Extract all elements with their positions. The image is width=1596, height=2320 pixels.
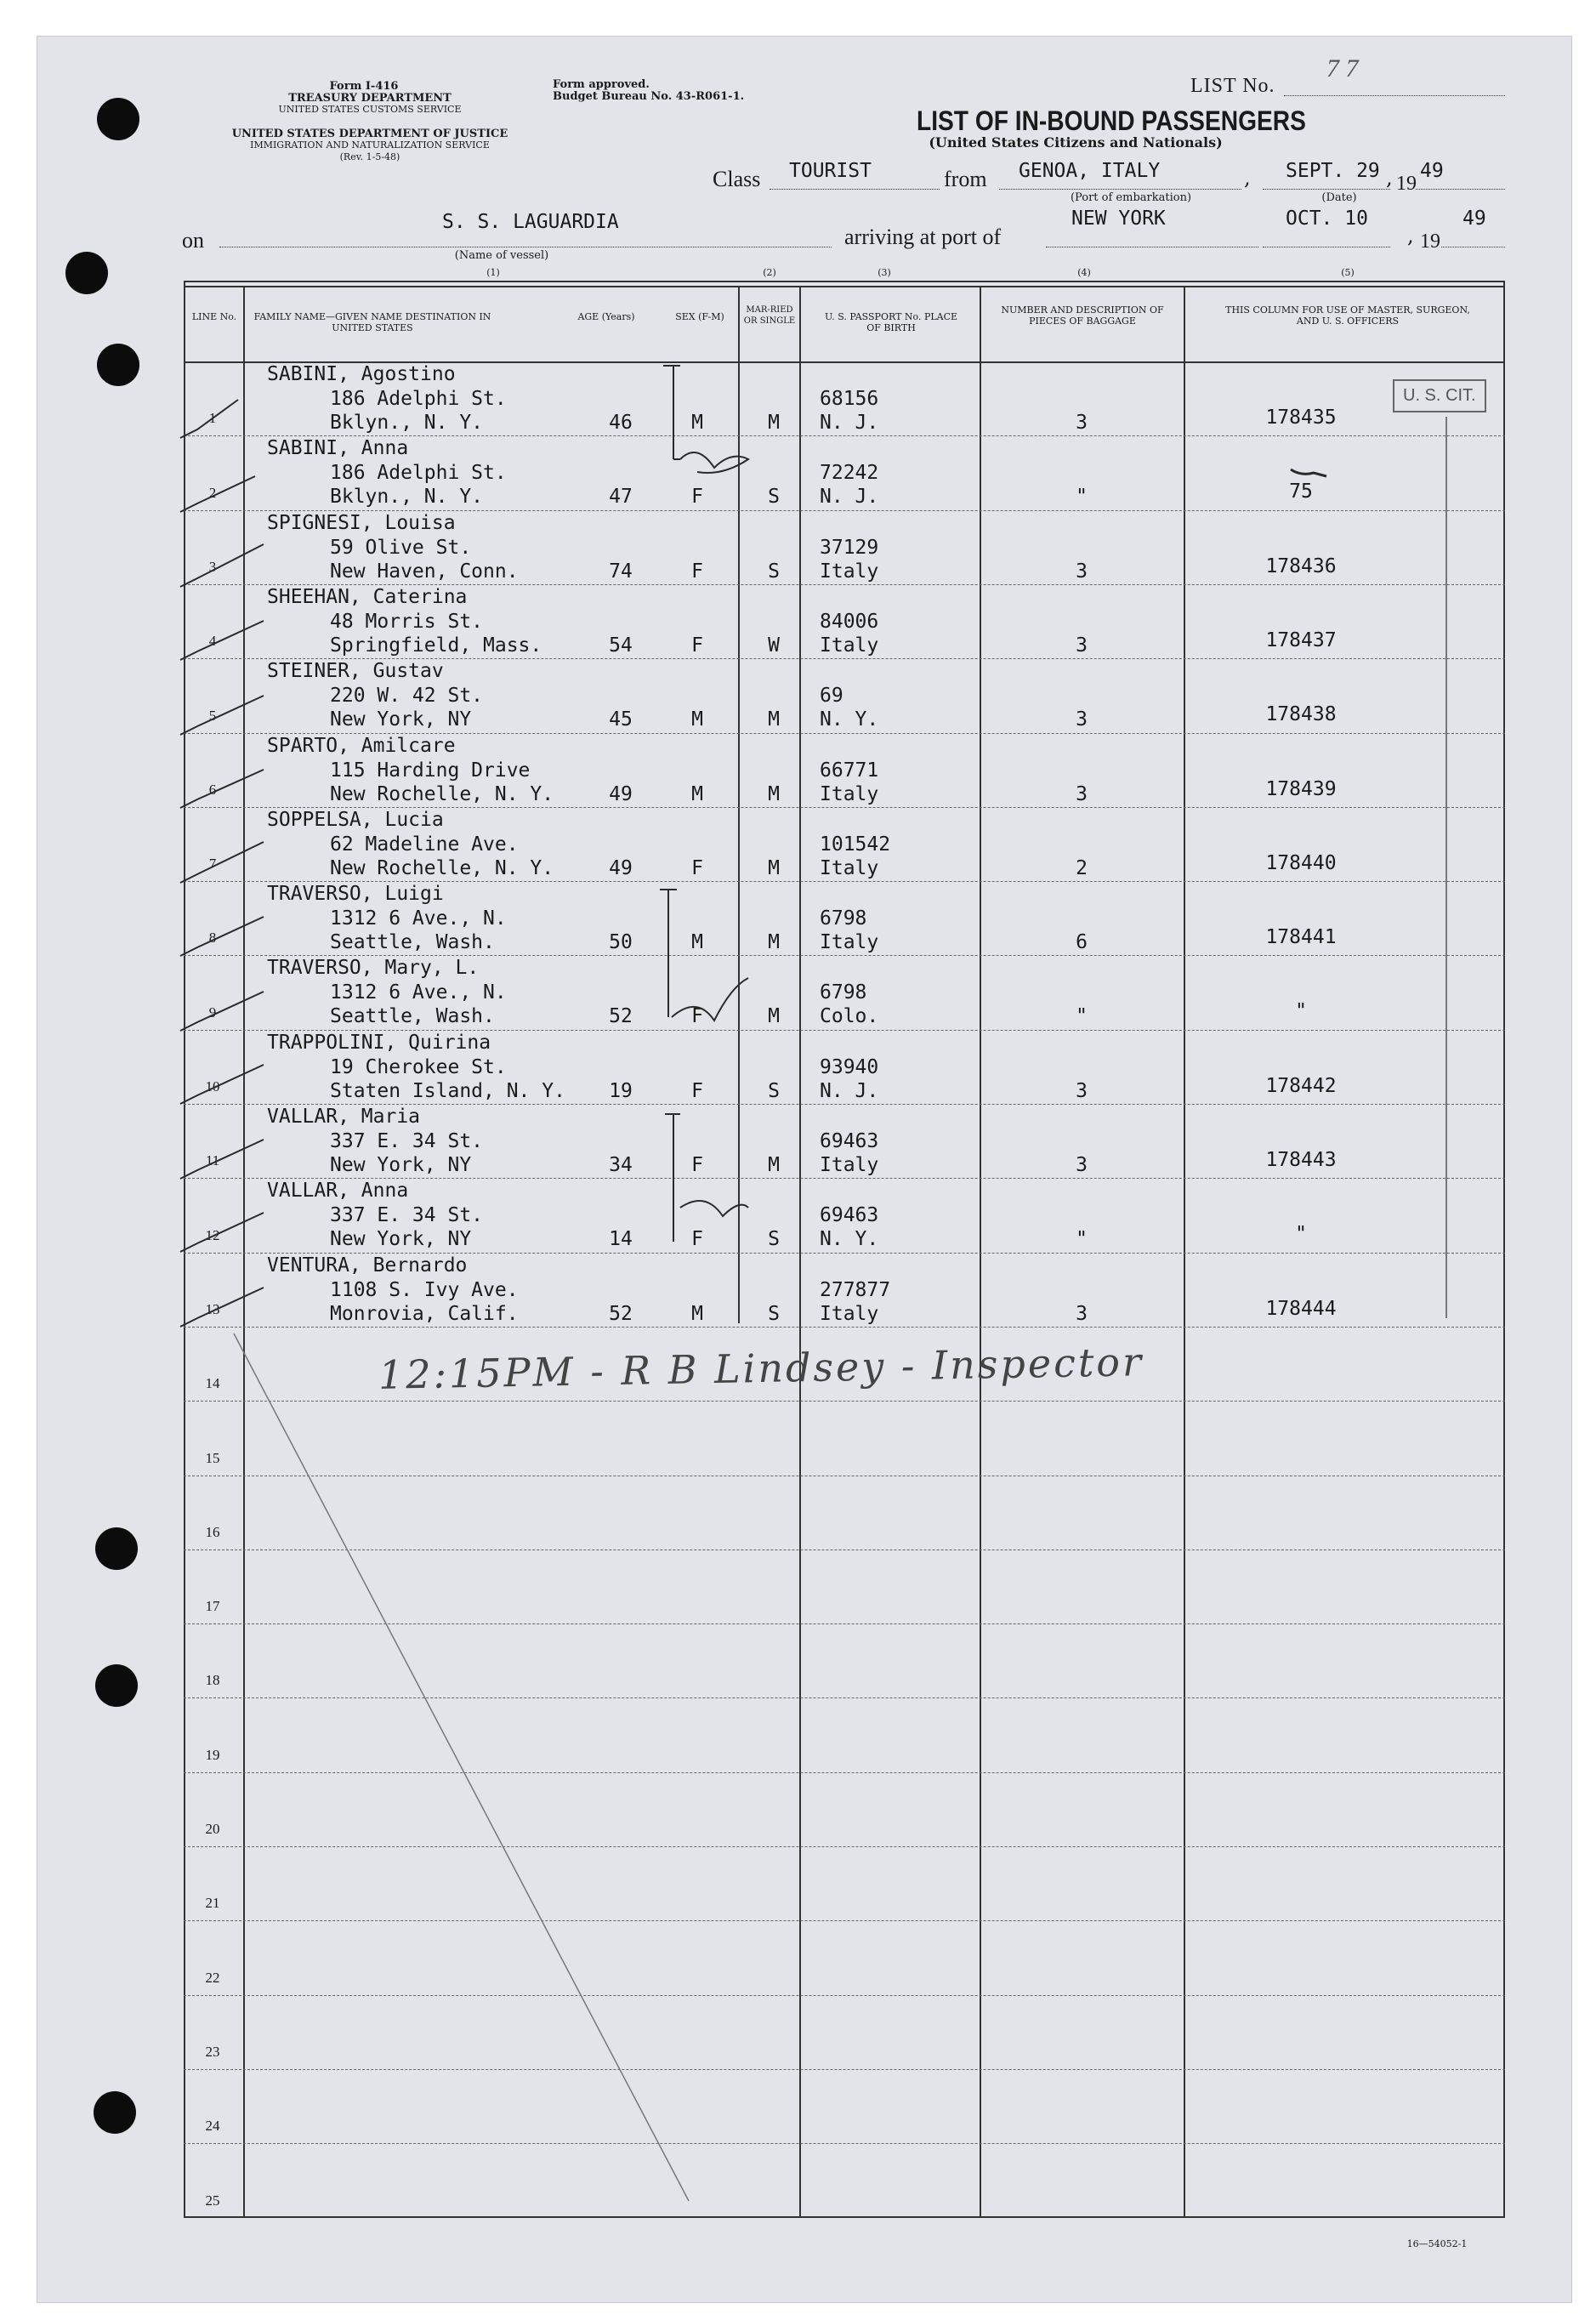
passenger-address: 1312 6 Ave., N. (330, 907, 507, 930)
place-of-birth: Italy (820, 857, 879, 879)
passenger-marital-status: M (768, 1005, 780, 1027)
baggage-count: 3 (1076, 1080, 1088, 1102)
baggage-count: 3 (1076, 412, 1088, 434)
place-of-birth: Italy (820, 1303, 879, 1325)
place-of-birth: Italy (820, 560, 879, 583)
passenger-sex: M (691, 783, 703, 805)
form-revision: (Rev. 1-5-48) (339, 151, 400, 162)
line-number: 20 (205, 1821, 220, 1837)
place-of-birth: Italy (820, 634, 879, 657)
passenger-city: New York, NY (330, 1154, 472, 1176)
line-number: 10 (205, 1078, 220, 1095)
officer-number: 75 (1289, 480, 1313, 503)
passenger-name: SPIGNESI, Louisa (267, 512, 456, 534)
arrival-port: NEW YORK (1071, 208, 1166, 230)
comma-2: , (1386, 166, 1393, 190)
passenger-sex: F (691, 1228, 703, 1250)
officer-number: 178437 (1265, 629, 1337, 651)
passenger-age: 52 (609, 1303, 633, 1325)
officer-number: " (1295, 1000, 1307, 1022)
baggage-count: 6 (1076, 931, 1088, 953)
line-number: 2 (208, 485, 217, 501)
passenger-name: TRAVERSO, Mary, L. (267, 957, 480, 979)
line-number: 13 (205, 1301, 220, 1317)
col-num-2: (2) (763, 267, 776, 278)
passenger-city: New York, NY (330, 708, 472, 731)
passenger-marital-status: S (768, 486, 780, 508)
ins-service: IMMIGRATION AND NATURALIZATION SERVICE (250, 139, 490, 151)
budget-bureau: Budget Bureau No. 43-R061-1. (553, 90, 745, 103)
check-mark-4 (180, 621, 264, 660)
passport-number: 277877 (820, 1279, 891, 1301)
line-number: 15 (205, 1450, 220, 1466)
passenger-sex: F (691, 486, 703, 508)
officer-number: 178440 (1265, 852, 1337, 874)
check-mark-2 (180, 476, 255, 512)
passport-number: 72242 (820, 462, 879, 484)
year-prefix-1: 19 (1396, 173, 1417, 195)
port-embark-caption: (Port of embarkation) (1070, 191, 1192, 204)
from-value: GENOA, ITALY (1019, 160, 1161, 182)
passenger-name: TRAPPOLINI, Quirina (267, 1032, 491, 1054)
header-age: AGE (Years) (577, 311, 635, 322)
line-number: 24 (205, 2118, 220, 2134)
line-number: 6 (208, 782, 217, 798)
baggage-count: 3 (1076, 1154, 1088, 1176)
passenger-address: 1312 6 Ave., N. (330, 981, 507, 1004)
officer-number: 178441 (1265, 926, 1337, 948)
place-of-birth: N. J. (820, 412, 879, 434)
officer-number: 178442 (1265, 1075, 1337, 1097)
passenger-name: SPARTO, Amilcare (267, 735, 456, 757)
passenger-marital-status: S (768, 1228, 780, 1250)
passenger-city: Staten Island, N. Y. (330, 1080, 565, 1102)
col-num-4: (4) (1077, 267, 1091, 278)
col-num-1: (1) (486, 267, 500, 278)
place-of-birth: Italy (820, 783, 879, 805)
passenger-sex: F (691, 1154, 703, 1176)
check-mark-8 (180, 917, 264, 956)
place-of-birth: N. Y. (820, 1228, 879, 1250)
line-number: 11 (205, 1152, 220, 1169)
check-mark-9 (180, 992, 264, 1031)
baggage-count: 3 (1076, 560, 1088, 583)
baggage-count: 3 (1076, 708, 1088, 731)
form-number: Form I-416 (329, 80, 399, 93)
list-no-label: LIST No. (1190, 75, 1275, 97)
check-mark-1 (180, 400, 238, 438)
line-number: 14 (205, 1375, 220, 1391)
passenger-name: SABINI, Anna (267, 437, 409, 459)
diagonal-strike (234, 1333, 689, 2201)
passenger-sex: F (691, 1080, 703, 1102)
passenger-sex: M (691, 412, 703, 434)
baggage-count: 2 (1076, 857, 1088, 879)
passenger-name: VENTURA, Bernardo (267, 1254, 468, 1277)
passenger-city: Bklyn., N. Y. (330, 486, 484, 508)
passenger-address: 115 Harding Drive (330, 759, 531, 782)
passenger-city: New Rochelle, N. Y. (330, 783, 554, 805)
line-number: 4 (208, 633, 217, 649)
list-no-value: 7 7 (1326, 54, 1359, 82)
passport-number: 68156 (820, 388, 879, 410)
passenger-sex: M (691, 931, 703, 953)
passport-number: 37129 (820, 537, 879, 559)
officer-number: 178444 (1265, 1298, 1337, 1320)
passport-number: 84006 (820, 611, 879, 633)
line-number: 18 (205, 1672, 220, 1688)
place-of-birth: Colo. (820, 1005, 879, 1027)
passport-number: 6798 (820, 907, 867, 930)
check-mark-7 (180, 842, 264, 883)
form-title: LIST OF IN-BOUND PASSENGERS (917, 105, 1306, 136)
check-mark-3 (180, 544, 264, 587)
baggage-count: " (1076, 1005, 1088, 1027)
passenger-age: 34 (609, 1154, 633, 1176)
officer-scribble (1291, 469, 1326, 476)
line-number: 16 (205, 1524, 220, 1540)
customs-service: UNITED STATES CUSTOMS SERVICE (278, 104, 462, 115)
officer-number: 178443 (1265, 1149, 1337, 1171)
passenger-age: 49 (609, 783, 633, 805)
passenger-address: 19 Cherokee St. (330, 1056, 507, 1078)
passenger-marital-status: S (768, 1303, 780, 1325)
passenger-name: SHEEHAN, Caterina (267, 586, 468, 608)
header-passport: U. S. PASSPORT No. PLACE OF BIRTH (824, 311, 958, 333)
form-approved: Form approved. (553, 78, 650, 91)
on-label: on (182, 228, 204, 253)
passenger-name: SOPPELSA, Lucia (267, 809, 444, 831)
passenger-city: Monrovia, Calif. (330, 1303, 519, 1325)
bracket-mark-3 (665, 1114, 680, 1242)
form-subtitle: (United States Citizens and Nationals) (929, 134, 1223, 151)
line-number: 23 (205, 2044, 220, 2060)
passenger-marital-status: W (768, 634, 780, 657)
header-line-no: LINE No. (191, 311, 237, 322)
col-num-5: (5) (1341, 267, 1355, 278)
passenger-age: 14 (609, 1228, 633, 1250)
passenger-marital-status: S (768, 1080, 780, 1102)
passenger-city: Seattle, Wash. (330, 1005, 495, 1027)
passenger-sex: M (691, 1303, 703, 1325)
passenger-marital-status: M (768, 783, 780, 805)
passenger-age: 74 (609, 560, 633, 583)
scribble-3 (680, 1201, 748, 1216)
passenger-marital-status: M (768, 708, 780, 731)
passenger-city: Seattle, Wash. (330, 931, 495, 953)
passenger-address: 337 E. 34 St. (330, 1204, 484, 1226)
header-name: FAMILY NAME—GIVEN NAME DESTINATION IN UNITED STATES (253, 311, 491, 333)
passport-number: 69463 (820, 1204, 879, 1226)
passenger-sex: F (691, 634, 703, 657)
passenger-age: 47 (609, 486, 633, 508)
passenger-age: 52 (609, 1005, 633, 1027)
us-citizen-stamp: U. S. CIT. (1393, 379, 1486, 412)
line-number: 19 (205, 1747, 220, 1763)
embark-year: 49 (1420, 160, 1444, 182)
passenger-name: TRAVERSO, Luigi (267, 883, 444, 905)
arriving-label: arriving at port of (844, 225, 1002, 249)
passenger-sex: M (691, 708, 703, 731)
comma-3: , (1407, 224, 1414, 247)
passport-number: 101542 (820, 833, 891, 856)
justice-dept: UNITED STATES DEPARTMENT OF JUSTICE (231, 128, 508, 140)
place-of-birth: Italy (820, 931, 879, 953)
passenger-marital-status: S (768, 560, 780, 583)
class-value: TOURIST (789, 160, 872, 182)
passenger-address: 337 E. 34 St. (330, 1130, 484, 1152)
from-label: from (944, 167, 987, 191)
passenger-sex: F (691, 560, 703, 583)
passenger-age: 46 (609, 412, 633, 434)
passenger-city: Bklyn., N. Y. (330, 412, 484, 434)
passenger-address: 186 Adelphi St. (330, 462, 507, 484)
officer-number: 178435 (1265, 407, 1337, 429)
baggage-count: 3 (1076, 783, 1088, 805)
passenger-name: VALLAR, Maria (267, 1106, 421, 1128)
passport-number: 69463 (820, 1130, 879, 1152)
passenger-age: 49 (609, 857, 633, 879)
passenger-age: 50 (609, 931, 633, 953)
passenger-address: 48 Morris St. (330, 611, 484, 633)
place-of-birth: N. Y. (820, 708, 879, 731)
date-caption: (Date) (1321, 191, 1357, 204)
line-number: 3 (208, 559, 217, 575)
vessel-name: S. S. LAGUARDIA (442, 211, 619, 233)
passport-number: 93940 (820, 1056, 879, 1078)
place-of-birth: N. J. (820, 1080, 879, 1102)
passport-number: 6798 (820, 981, 867, 1004)
passenger-address: 186 Adelphi St. (330, 388, 507, 410)
passenger-marital-status: M (768, 1154, 780, 1176)
place-of-birth: Italy (820, 1154, 879, 1176)
passenger-city: New York, NY (330, 1228, 472, 1250)
bracket-mark-2 (660, 890, 677, 1017)
line-number: 12 (205, 1227, 220, 1243)
check-mark-5 (180, 696, 264, 735)
header-baggage: NUMBER AND DESCRIPTION OF PIECES OF BAGGAGE (1001, 304, 1164, 327)
line-number: 9 (208, 1004, 217, 1021)
check-mark-6 (180, 770, 264, 808)
passenger-name: VALLAR, Anna (267, 1180, 409, 1202)
passenger-city: New Rochelle, N. Y. (330, 857, 554, 879)
embark-date: SEPT. 29 (1286, 160, 1380, 182)
passenger-name: SABINI, Agostino (267, 363, 456, 385)
treasury-dept: TREASURY DEPARTMENT (288, 92, 452, 105)
vessel-caption: (Name of vessel) (454, 249, 549, 262)
passenger-address: 59 Olive St. (330, 537, 472, 559)
passenger-address: 220 W. 42 St. (330, 685, 484, 707)
passport-number: 66771 (820, 759, 879, 782)
year-prefix-2: 19 (1420, 230, 1440, 253)
line-number: 17 (205, 1598, 220, 1614)
arrival-year: 49 (1463, 208, 1486, 230)
baggage-count: 3 (1076, 1303, 1088, 1325)
scribble-2 (672, 978, 748, 1021)
baggage-count: " (1076, 486, 1088, 508)
check-mark-11 (180, 1140, 264, 1179)
place-of-birth: N. J. (820, 486, 879, 508)
passenger-sex: F (691, 1005, 703, 1027)
line-number: 7 (208, 856, 217, 872)
passenger-marital-status: M (768, 412, 780, 434)
passenger-marital-status: M (768, 931, 780, 953)
officer-number: 178436 (1265, 555, 1337, 577)
passport-number: 69 (820, 685, 843, 707)
officer-number: 178438 (1265, 703, 1337, 725)
passenger-city: Springfield, Mass. (330, 634, 542, 657)
line-number: 22 (205, 1970, 220, 1986)
bracket-mark-1 (663, 366, 680, 459)
line-number: 21 (205, 1895, 220, 1911)
scribble-1 (680, 452, 748, 473)
check-mark-12 (180, 1213, 264, 1252)
header-sex: SEX (F-M) (675, 311, 724, 322)
passenger-age: 19 (609, 1080, 633, 1102)
passenger-name: STEINER, Gustav (267, 660, 444, 682)
passenger-address: 62 Madeline Ave. (330, 833, 519, 856)
line-number: 25 (205, 2192, 220, 2209)
inspector-note: 12:15PM - R B Lindsey - Inspector (378, 1339, 1144, 1398)
passenger-marital-status: M (768, 857, 780, 879)
officer-number: " (1295, 1223, 1307, 1245)
arrival-date: OCT. 10 (1286, 208, 1368, 230)
passenger-address: 1108 S. Ivy Ave. (330, 1279, 519, 1301)
passenger-age: 45 (609, 708, 633, 731)
officer-number: 178439 (1265, 778, 1337, 800)
check-mark-10 (180, 1065, 264, 1104)
line-number: 1 (208, 410, 217, 426)
col-num-3: (3) (878, 267, 891, 278)
passenger-sex: F (691, 857, 703, 879)
check-mark-13 (180, 1288, 264, 1327)
footer-code: 16—54052-1 (1406, 2238, 1468, 2249)
header-married: MAR-RIED OR SINGLE (743, 305, 796, 326)
baggage-count: 3 (1076, 634, 1088, 657)
passenger-age: 54 (609, 634, 633, 657)
baggage-count: " (1076, 1228, 1088, 1250)
passenger-city: New Haven, Conn. (330, 560, 519, 583)
class-label: Class (713, 167, 761, 191)
line-number: 8 (208, 930, 217, 946)
line-number: 5 (208, 708, 217, 724)
comma-1: , (1244, 166, 1251, 190)
header-officers: THIS COLUMN FOR USE OF MASTER, SURGEON, AND U. S. OFFICERS (1225, 304, 1470, 327)
